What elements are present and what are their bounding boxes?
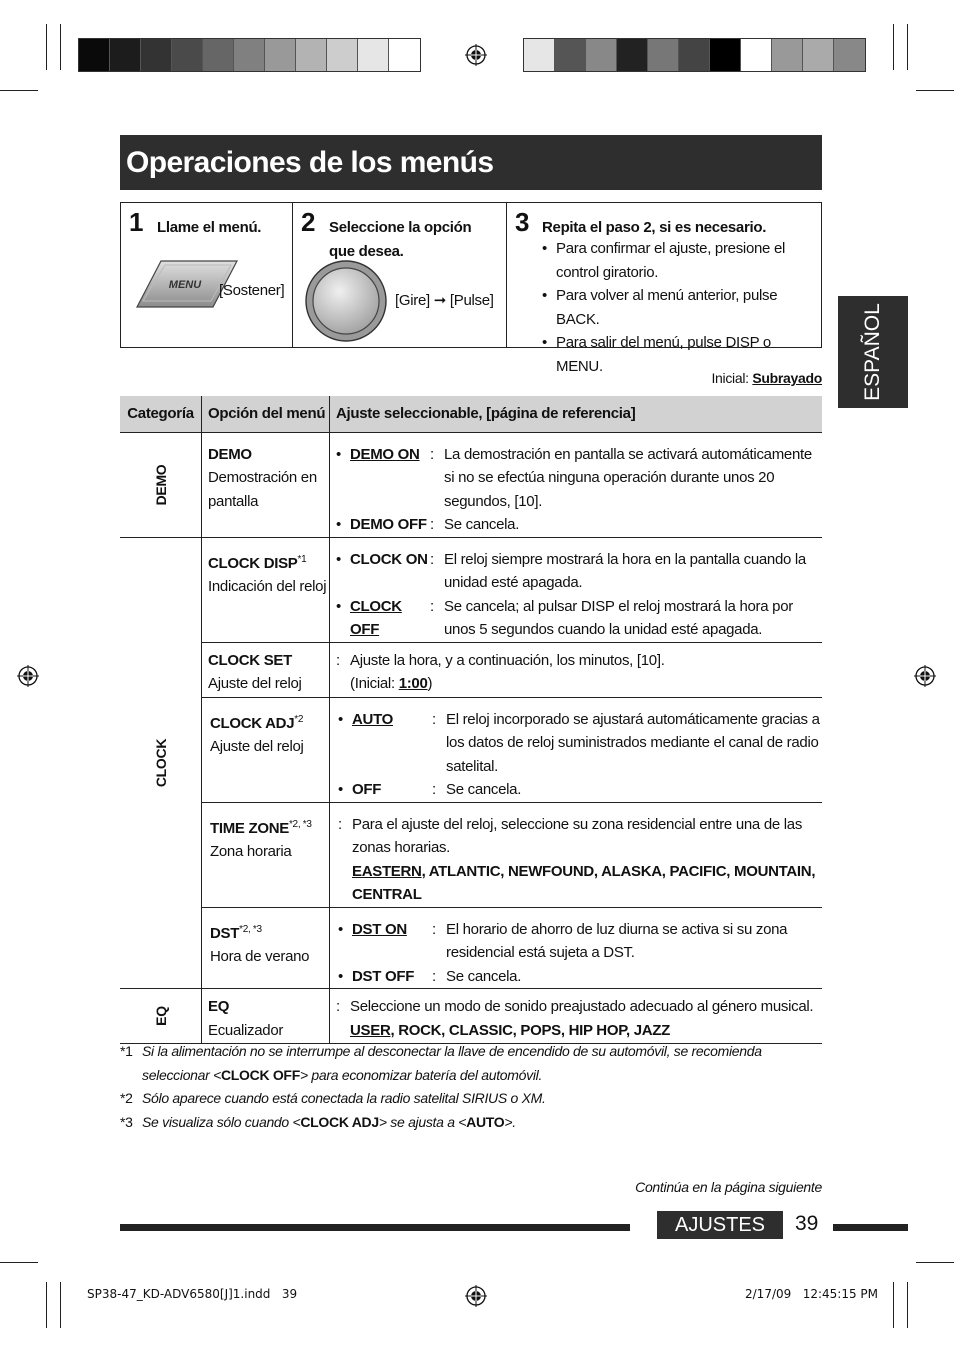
table-row: [120, 907, 822, 989]
table-row: [120, 537, 822, 642]
table-row: [120, 989, 822, 1044]
registration-mark-icon: [17, 665, 39, 687]
value-cell: : Ajuste la hora, y a continuación, los minutos, [10]. (Inicial: 1:00): [336, 651, 665, 692]
crop-mark: [60, 1282, 61, 1328]
control-dial-icon: [304, 259, 388, 343]
crop-mark: [0, 1262, 38, 1263]
date-slug: 2/17/09 12:45:15 PM: [745, 1287, 879, 1301]
registration-mark-icon: [465, 1285, 487, 1307]
crop-mark: [893, 1282, 894, 1328]
language-tab: [838, 296, 908, 408]
category-cell: EQ: [120, 989, 202, 1044]
crop-mark: [46, 24, 47, 70]
step-heading: Seleccione la opción que desea.: [329, 219, 472, 260]
footnote: *3 Se visualiza sólo cuando <CLOCK ADJ> se ajusta a <AUTO>.: [120, 1113, 516, 1130]
table-row: [120, 697, 822, 802]
menu-button-label: MENU: [168, 279, 202, 291]
step-number: 1: [129, 207, 144, 237]
crop-mark: [893, 24, 894, 70]
crop-mark: [60, 24, 61, 70]
value-cell: • DST ON : El horario de ahorro de luz diurna se activa si su zona residencial está sujeta a DST. • DST OFF : Se cancela.: [338, 920, 788, 985]
page-title: Operaciones de los menús: [120, 135, 822, 190]
steps-box: [120, 202, 822, 375]
table-row: [120, 432, 822, 537]
category-cell: CLOCK: [120, 537, 202, 989]
table-row: [120, 642, 822, 697]
option-cell: EQ Ecualizador: [202, 989, 330, 1044]
crop-mark: [916, 90, 954, 91]
step-2: [293, 203, 507, 347]
registration-mark-icon: [914, 665, 936, 687]
value-cell: • CLOCK ON : El reloj siempre mostrará la hora en la pantalla cuando la unidad esté apagada. • CLOCK OFF : Se cancela; al pulsar DISP el reloj mostrará la hora por unos 5 segundos cuando la unidad esté apagada.: [336, 550, 806, 638]
arrow-right-icon: ➞: [433, 292, 447, 309]
step-3: [507, 203, 821, 375]
dial-action: [Gire] ➞ [Pulse]: [395, 292, 494, 309]
value-cell: : Seleccione un modo de sonido preajustado adecuado al género musical. USER, ROCK, CLASSIC, POPS, HIP HOP, JAZZ: [336, 998, 814, 1039]
bottom-rule: [120, 1224, 630, 1231]
step-number: 3: [515, 207, 530, 237]
option-cell: CLOCK SET Ajuste del reloj: [202, 642, 330, 697]
table-row: [120, 802, 822, 907]
settings-table: [120, 396, 822, 1044]
page-number: 39: [795, 1212, 819, 1235]
option-cell: CLOCK DISP$^{*1}$ Indicación del reloj: [202, 537, 330, 642]
section-label: AJUSTES: [657, 1211, 783, 1239]
value-cell: • DEMO ON : La demostración en pantalla se activará automáticamente si no se efectúa ninguna operación durante unos 20 segundos, [10]. • DEMO OFF : Se cancela.: [336, 445, 812, 533]
footnotes: [120, 1040, 822, 1134]
step-heading: Llame el menú.: [157, 219, 262, 236]
step-bullets: • Para confirmar el ajuste, presione el control giratorio. • Para volver al menú anterior, pulse BACK. • Para salir del menú, pulse DISP o MENU.: [542, 240, 786, 375]
bottom-rule: [833, 1224, 908, 1231]
crop-mark: [0, 90, 38, 91]
calibration-strip-right: [523, 38, 866, 72]
option-cell: DEMO Demostración en pantalla: [202, 432, 330, 537]
step-1: [121, 203, 293, 347]
hold-note: [Sostener]: [219, 282, 285, 299]
option-cell: CLOCK ADJ$^{*2}$ Ajuste del reloj: [202, 697, 330, 802]
language-tab-label: ESPAÑOL: [861, 303, 884, 401]
value-cell: • AUTO : El reloj incorporado se ajustará automáticamente gracias a los datos de reloj suministrados mediante el canal de radio satelital. • OFF : Se cancela.: [338, 710, 820, 798]
calibration-strip-left: [78, 38, 421, 72]
file-slug: SP38-47_KD-ADV6580[J]1.indd 39: [87, 1287, 298, 1301]
option-cell: $DST^{*2, *3}$ Hora de verano: [202, 907, 330, 989]
crop-mark: [907, 1282, 908, 1328]
crop-mark: [916, 1262, 954, 1263]
step-heading: Repita el paso 2, si es necesario.: [542, 219, 767, 236]
step-number: 2: [301, 207, 316, 237]
initial-note: Inicial: Subrayado: [711, 370, 822, 386]
crop-mark: [907, 24, 908, 70]
category-cell: DEMO: [120, 432, 202, 537]
option-cell: TIME $ZONE^{*2, *3}$ Zona horaria: [202, 802, 330, 907]
continue-note: Continúa en la página siguiente: [635, 1179, 822, 1195]
table-header: Categoría Opción del menú Ajuste seleccionable, [página de referencia]: [120, 396, 822, 432]
value-cell: : Para el ajuste del reloj, seleccione su zona residencial entre una de las zonas horarias. EASTERN, ATLANTIC, NEWFOUND, ALASKA, PACIFIC, MOUNTAIN, CENTRAL: [338, 815, 816, 903]
footnote: *1 Si la alimentación no se interrumpe al desconectar la llave de encendido de su automóvil, se recomienda seleccionar <CLOCK OFF> para economizar batería del automóvil.: [120, 1043, 762, 1083]
registration-mark-icon: [465, 44, 487, 66]
footnote: *2 Sólo aparece cuando está conectada la radio satelital SIRIUS o XM.: [120, 1090, 546, 1106]
crop-mark: [46, 1282, 47, 1328]
